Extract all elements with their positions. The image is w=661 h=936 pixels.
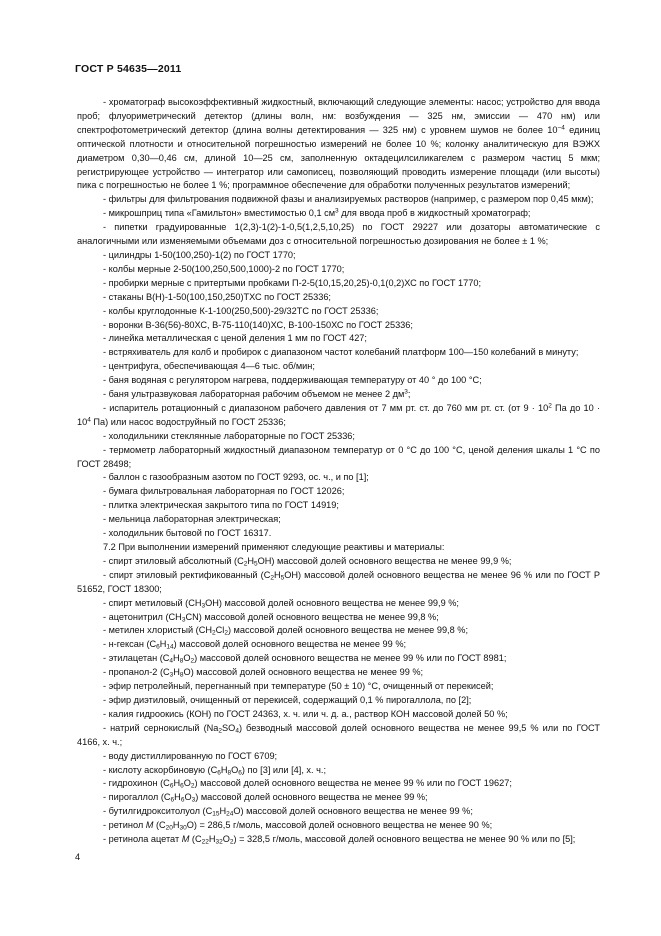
paragraph-p38: - кислоту аскорбиновую $(С_6Н_8О_6)$ по [3] или [4], х. ч.; xyxy=(103,764,327,776)
paragraph-p14: - баня водяная с регулятором нагрева, поддерживающая температуру от 40 ° до 100 °С; xyxy=(103,375,482,386)
paragraph-p30: - н-гексан $(С_6Н_{14})$ массовой долей основного вещества не менее 99 %; xyxy=(103,639,407,651)
paragraph-p41: - бутилгидрокситолуол $(С_{15}Н_{24}О)$ массовой долей основного вещества не менее 99 %; xyxy=(103,806,473,818)
paragraph-p16: - испаритель ротационный с диапазоном рабочего давления от 7 мм рт. ст. до 760 мм рт. ст. (от $9 \cdot 10^2$ Па до $10 \cdot 10^4$ Па) или насос водоструйный по ГОСТ 25336; xyxy=(77,402,600,427)
paragraph-p26: - спирт этиловый ректификованный $(С_2Н_5ОН)$ массовой долей основного вещества не менее 96 % или по ГОСТ Р 51652, ГОСТ 18300; xyxy=(77,569,600,594)
paragraph-p29: - метилен хлористый $(СН_2Сl_2)$ массовой долей основного вещества не менее 99,8 %; xyxy=(103,625,468,637)
paragraph-p32: - пропанол-2 $(С_3Н_8О)$ массовой долей основного вещества не менее 99 %; xyxy=(103,667,424,679)
paragraph-p39: - гидрохинон $(С_6Н_6О_2)$ массовой долей основного вещества не менее 99 % или по ГОСТ 19627; xyxy=(103,778,512,790)
paragraph-p15: - баня ультразвуковая лабораторная рабочим объемом не менее 2 $дм^3$; xyxy=(103,388,411,400)
paragraph-p19: - баллон с газообразным азотом по ГОСТ 9293, ос. ч., и по [1]; xyxy=(103,472,369,483)
paragraph-p27: - спирт метиловый $(СН_3ОН)$ массовой долей основного вещества не менее 99,9 %; xyxy=(103,597,459,610)
paragraph-p23: - холодильник бытовой по ГОСТ 16317. xyxy=(103,528,272,539)
paragraph-p35: - калия гидроокись (КОН) по ГОСТ 24363, х. ч. или ч. д. а., раствор КОН массовой долей 50 %; xyxy=(103,708,508,719)
paragraph-p01: - хроматограф высокоэффективный жидкостный, включающий следующие элементы: насос; устройство для ввода проб; флуориметрический детектор (длины волн, нм: возбуждения — 325 нм, эмиссии — 470 нм) или спектрофотометрический детектор (длина волны детектирования — 325 нм) с уровнем шумов не более $10^{-4}$ единиц оптической плотности и относительной погрешностью измерений не более 10 %; колонку аналитическую для ВЭЖХ диаметром 0,30—0,46 см, длиной 10—25 см, заполненную октадецилсиликагелем с размером частиц 5 мкм; регистрирующее устройство — интегратор или самописец, позволяющий проводить измерение площади (или высоты) пика с погрешностью не более 1 %; программное обеспечение для обработки полученных результатов измерений; xyxy=(77,97,601,191)
paragraph-p25: - спирт этиловый абсолютный $(С_2Н_5ОН)$ массовой долей основного вещества не менее 99,9 %; xyxy=(103,555,512,568)
paragraph-p17: - холодильники стеклянные лабораторные по ГОСТ 25336; xyxy=(103,430,355,441)
paragraph-p13: - центрифуга, обеспечивающая 4—6 тыс. об/мин; xyxy=(103,361,315,372)
paragraph-p22: - мельница лабораторная электрическая; xyxy=(103,514,281,525)
page-number: 4 xyxy=(75,852,81,862)
paragraph-p11: - линейка металлическая с ценой деления 1 мм по ГОСТ 427; xyxy=(103,333,367,344)
paragraph-p12: - встряхиватель для колб и пробирок с диапазоном частот колебаний платформ 100—150 колебаний в минуту; xyxy=(103,347,579,358)
paragraph-p03: - микрошприц типа «Гамильтон» вместимостью 0,1 $см^3$ для ввода проб в жидкостный хроматограф; xyxy=(103,207,531,219)
paragraph-p31: - этилацетан $(С_4Н_8О_2)$ массовой долей основного вещества не менее 99 % или по ГОСТ 8981; xyxy=(103,653,507,665)
paragraph-p21: - плитка электрическая закрытого типа по ГОСТ 14919; xyxy=(103,500,339,511)
paragraph-p09: - колбы круглодонные К-1-100(250,500)-29/32ТС по ГОСТ 25336; xyxy=(103,305,379,316)
paragraph-p10: - воронки В-36(56)-80ХС, В-75-110(140)ХС, В-100-150ХС по ГОСТ 25336; xyxy=(103,319,413,330)
paragraph-p33: - эфир петролейный, перегнанный при температуре (50 ± 10) °С, очищенный от перекисей; xyxy=(103,681,494,692)
paragraph-p04: - пипетки градуированные 1(2,3)-1(2)-1-0,5(1,2,5,10,25) по ГОСТ 29227 или дозаторы автоматические с аналогичными или изменяемыми объемами доз с относительной погрешностью дозирования не более ± 1 %; xyxy=(77,222,600,247)
paragraph-p40: - пирогаллол $(С_6Н_6О_3)$ массовой долей основного вещества не менее 99 %; xyxy=(103,792,428,804)
paragraph-p37: - воду дистиллированную по ГОСТ 6709; xyxy=(103,750,278,761)
paragraph-p02: - фильтры для фильтрования подвижной фазы и анализируемых растворов (например, с размером пор 0,45 мкм); xyxy=(103,194,594,205)
paragraph-p36: - натрий сернокислый $(Na_2SO_4)$ безводный массовой долей основного вещества не менее 99,5 % или по ГОСТ 4166, х. ч.; xyxy=(77,722,600,747)
paragraph-p34: - эфир диэтиловый, очищенный от перекисей, содержащий 0,1 % пирогаллола, по [2]; xyxy=(103,694,472,705)
paragraph-p42: - ретинол M $(С_{20}Н_{30}О) = 286,5$ г/моль, массовой долей основного вещества не менее 90 %; xyxy=(103,820,493,832)
paragraph-p05: - цилиндры 1-50(100,250)-1(2) по ГОСТ 1770; xyxy=(103,249,296,260)
paragraph-p43: - ретинола ацетат M $(С_{22}Н_{32}О_2) = 328,5$ г/моль, массовой долей основного вещества не менее 90 % или по [5]; xyxy=(103,834,576,846)
paragraph-p24: 7.2 При выполнении измерений применяют следующие реактивы и материалы: xyxy=(103,542,445,552)
paragraph-p08: - стаканы В(Н)-1-50(100,150,250)ТХС по ГОСТ 25336; xyxy=(103,291,331,302)
paragraph-p28: - ацетонитрил $(СН_3СN)$ массовой долей основного вещества не менее 99,8 %; xyxy=(103,611,439,624)
paragraph-p20: - бумага фильтровальная лабораторная по ГОСТ 12026; xyxy=(103,486,345,497)
paragraph-p06: - колбы мерные 2-50(100,250,500,1000)-2 по ГОСТ 1770; xyxy=(103,263,345,274)
paragraph-p07: - пробирки мерные с притертыми пробками П-2-5(10,15,20,25)-0,1(0,2)ХС по ГОСТ 1770; xyxy=(103,277,482,288)
paragraph-p18: - термометр лабораторный жидкостный диапазоном температур от 0 °С до 100 °С, ценой деления шкалы 1 °С по ГОСТ 28498; xyxy=(77,444,600,469)
document-body xyxy=(77,96,600,847)
standard-header: ГОСТ Р 54635—2011 xyxy=(75,63,182,75)
